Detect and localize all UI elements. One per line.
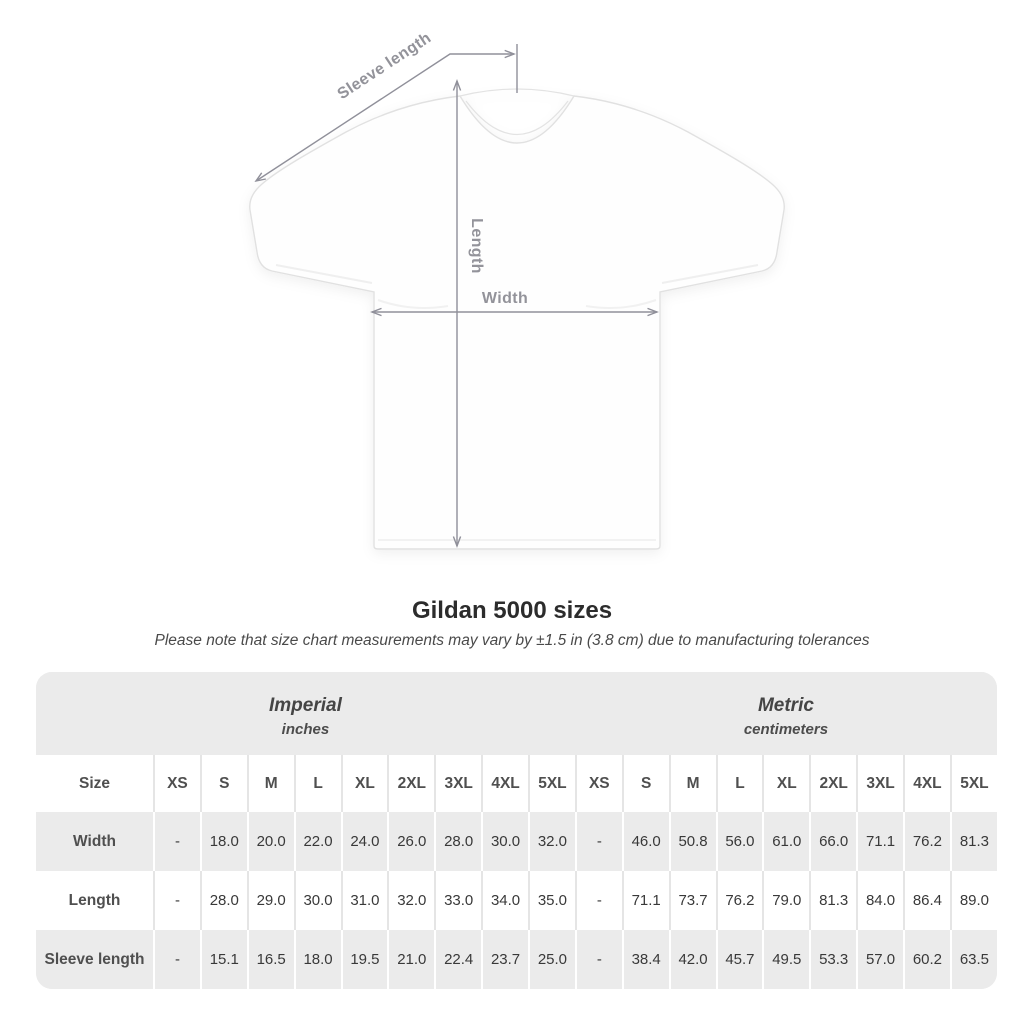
table-cell: -	[153, 812, 200, 871]
table-cell: 71.1	[856, 812, 903, 871]
metric-label: Metric	[757, 695, 814, 716]
column-header-m: M	[247, 755, 294, 812]
table-cell: -	[575, 871, 622, 930]
table-cell: 35.0	[528, 871, 575, 930]
table-cell: 16.5	[247, 930, 294, 989]
table-cell: 24.0	[341, 812, 388, 871]
table-cell: 26.0	[387, 812, 434, 871]
column-header-m: M	[669, 755, 716, 812]
column-header-4xl: 4XL	[903, 755, 950, 812]
column-header-xs: XS	[153, 755, 200, 812]
page-title: Gildan 5000 sizes	[411, 597, 613, 624]
table-cell: 76.2	[903, 812, 950, 871]
table-row	[36, 871, 997, 930]
table-cell: 84.0	[856, 871, 903, 930]
column-header-2xl: 2XL	[387, 755, 434, 812]
table-cell: 15.1	[200, 930, 247, 989]
table-cell: 30.0	[294, 871, 341, 930]
metric-sublabel: centimeters	[743, 721, 829, 738]
table-cell: 46.0	[622, 812, 669, 871]
unit-header-metric	[575, 672, 997, 755]
column-header-size: Size	[36, 755, 153, 812]
table-cell: -	[575, 812, 622, 871]
table-cell: 56.0	[716, 812, 763, 871]
table-row	[36, 930, 997, 989]
table-cell: 19.5	[341, 930, 388, 989]
table-cell: 38.4	[622, 930, 669, 989]
size-table	[36, 672, 997, 989]
table-body	[36, 812, 997, 989]
size-table-grid	[36, 672, 997, 989]
table-cell: 22.4	[434, 930, 481, 989]
column-header-5xl: 5XL	[950, 755, 997, 812]
table-cell: 57.0	[856, 930, 903, 989]
column-header-xl: XL	[762, 755, 809, 812]
table-cell: 21.0	[387, 930, 434, 989]
table-cell: 28.0	[200, 871, 247, 930]
unit-header-imperial	[36, 672, 575, 755]
column-header-5xl: 5XL	[528, 755, 575, 812]
table-cell: -	[575, 930, 622, 989]
table-cell: 71.1	[622, 871, 669, 930]
column-header-2xl: 2XL	[809, 755, 856, 812]
table-row	[36, 812, 997, 871]
table-cell: 22.0	[294, 812, 341, 871]
row-label: Sleeve length	[36, 930, 153, 989]
imperial-label: Imperial	[269, 695, 342, 716]
column-header-l: L	[716, 755, 763, 812]
column-header-3xl: 3XL	[856, 755, 903, 812]
table-cell: -	[153, 871, 200, 930]
table-cell: 49.5	[762, 930, 809, 989]
table-cell: 33.0	[434, 871, 481, 930]
table-cell: 86.4	[903, 871, 950, 930]
table-cell: 81.3	[950, 812, 997, 871]
column-header-s: S	[200, 755, 247, 812]
column-header-row	[36, 755, 997, 812]
tolerance-note: Please note that size chart measurements may vary by ±1.5 in (3.8 cm) due to manufacturing tolerances	[154, 632, 870, 649]
table-cell: -	[153, 930, 200, 989]
table-cell: 31.0	[341, 871, 388, 930]
table-cell: 79.0	[762, 871, 809, 930]
table-cell: 63.5	[950, 930, 997, 989]
table-cell: 76.2	[716, 871, 763, 930]
row-label: Length	[36, 871, 153, 930]
table-cell: 25.0	[528, 930, 575, 989]
table-cell: 32.0	[528, 812, 575, 871]
imperial-sublabel: inches	[281, 721, 330, 738]
table-cell: 60.2	[903, 930, 950, 989]
table-cell: 32.0	[387, 871, 434, 930]
column-header-4xl: 4XL	[481, 755, 528, 812]
table-cell: 20.0	[247, 812, 294, 871]
table-cell: 28.0	[434, 812, 481, 871]
table-cell: 45.7	[716, 930, 763, 989]
table-cell: 50.8	[669, 812, 716, 871]
table-cell: 18.0	[294, 930, 341, 989]
table-cell: 18.0	[200, 812, 247, 871]
column-header-3xl: 3XL	[434, 755, 481, 812]
table-cell: 53.3	[809, 930, 856, 989]
table-cell: 89.0	[950, 871, 997, 930]
column-header-xl: XL	[341, 755, 388, 812]
table-cell: 29.0	[247, 871, 294, 930]
sleeve-length-label: Sleeve length	[334, 29, 435, 104]
column-header-l: L	[294, 755, 341, 812]
column-header-s: S	[622, 755, 669, 812]
width-label: Width	[481, 290, 529, 307]
table-cell: 66.0	[809, 812, 856, 871]
table-cell: 23.7	[481, 930, 528, 989]
table-cell: 81.3	[809, 871, 856, 930]
unit-header-row	[36, 672, 997, 755]
table-cell: 34.0	[481, 871, 528, 930]
table-cell: 73.7	[669, 871, 716, 930]
length-label: Length	[468, 218, 485, 274]
table-cell: 61.0	[762, 812, 809, 871]
table-cell: 42.0	[669, 930, 716, 989]
tshirt-graphic	[250, 89, 785, 549]
table-cell: 30.0	[481, 812, 528, 871]
row-label: Width	[36, 812, 153, 871]
column-header-xs: XS	[575, 755, 622, 812]
